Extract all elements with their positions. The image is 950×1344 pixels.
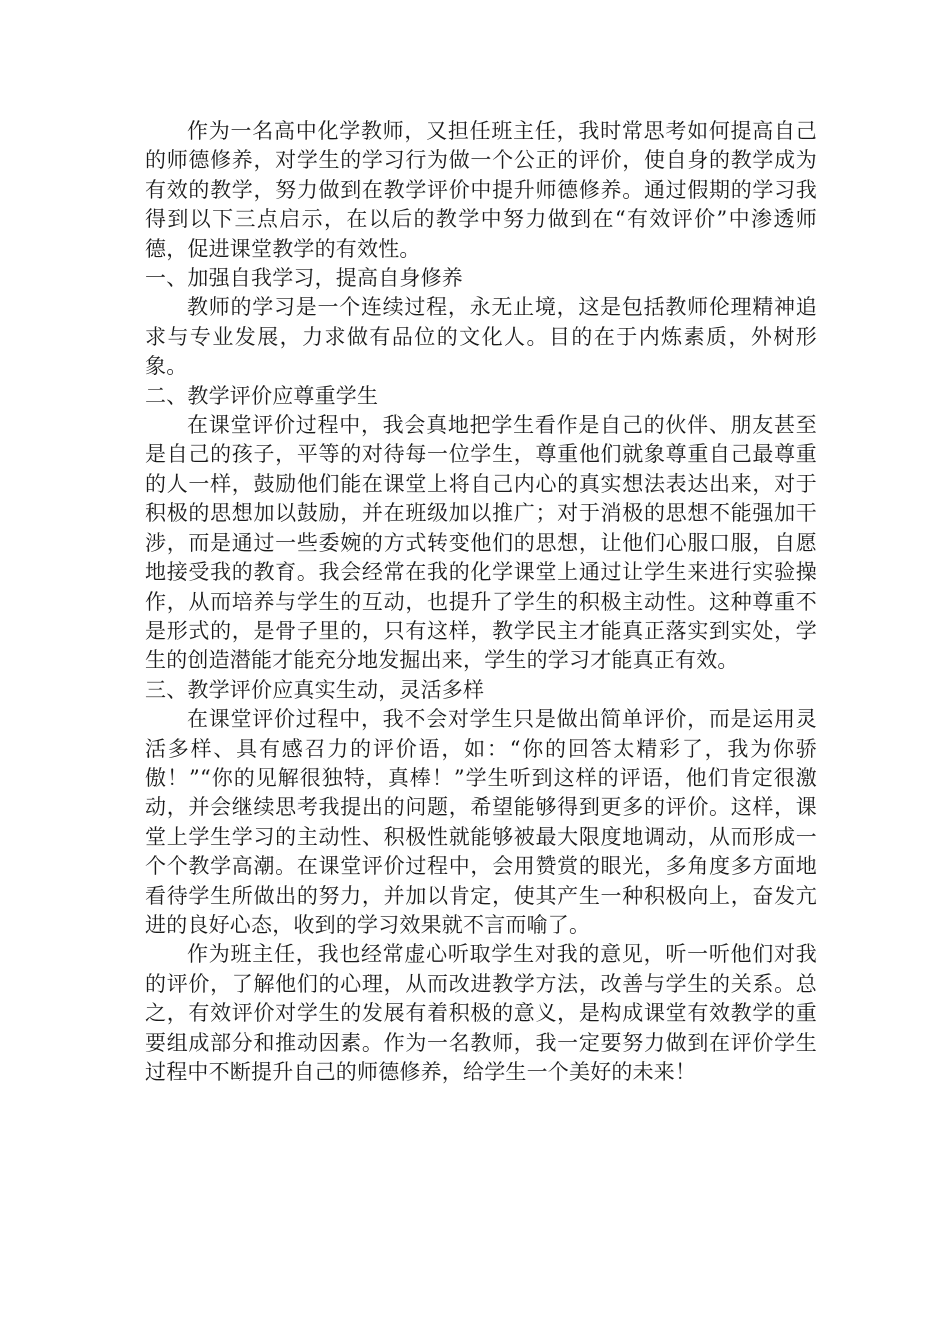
section-3-paragraph: 在课堂评价过程中，我不会对学生只是做出简单评价，而是运用灵活多样、具有感召力的评价语，如：“你的回答太精彩了，我为你骄傲！”“你的见解很独特，真棒！”学生听到这样的评语，他们肯定很激动，并会继续思考我提出的问题，希望能够得到更多的评价。这样，课堂上学生学习的主动性、积极性就能够被最大限度地调动，从而形成一个个教学高潮。在课堂评价过程中，会用赞赏的眼光，多角度多方面地看待学生所做出的努力，并加以肯定，使其产生一种积极向上，奋发亢进的良好心态，收到的学习效果就不言而喻了。 (145, 707, 817, 937)
section-1-paragraph: 教师的学习是一个连续过程，永无止境，这是包括教师伦理精神追求与专业发展，力求做有品位的文化人。目的在于内炼素质，外树形象。 (145, 295, 817, 379)
intro-paragraph: 作为一名高中化学教师，又担任班主任，我时常思考如何提高自己的师德修养，对学生的学习行为做一个公正的评价，使自身的教学成为有效的教学，努力做到在教学评价中提升师德修养。通过假期的学习我得到以下三点启示，在以后的教学中努力做到在“有效评价”中渗透师德，促进课堂教学的有效性。 (145, 119, 817, 261)
section-2-paragraph: 在课堂评价过程中，我会真地把学生看作是自己的伙伴、朋友甚至是自己的孩子，平等的对待每一位学生，尊重他们就象尊重自己最尊重的人一样，鼓励他们能在课堂上将自己内心的真实想法表达出来，对于积极的思想加以鼓励，并在班级加以推广；对于消极的思想不能强加干涉，而是通过一些委婉的方式转变他们的思想，让他们心服口服，自愿地接受我的教育。我会经常在我的化学课堂上通过让学生来进行实验操作，从而培养与学生的互动，也提升了学生的积极主动性。这种尊重不是形式的，是骨子里的，只有这样，教学民主才能真正落实到实处，学生的创造潜能才能充分地发掘出来，学生的学习才能真正有效。 (145, 413, 817, 673)
document-page (145, 117, 817, 1087)
section-2-heading: 二、教学评价应尊重学生 (145, 383, 379, 408)
section-3-heading: 三、教学评价应真实生动，灵活多样 (145, 677, 485, 702)
section-1-heading: 一、加强自我学习，提高自身修养 (145, 266, 463, 291)
conclusion-paragraph: 作为班主任，我也经常虚心听取学生对我的意见，听一听他们对我的评价，了解他们的心理，从而改进教学方法，改善与学生的关系。总之，有效评价对学生的发展有着积极的意义，是构成课堂有效教学的重要组成部分和推动因素。作为一名教师，我一定要努力做到在评价学生过程中不断提升自己的师德修养，给学生一个美好的未来！ (145, 942, 817, 1084)
